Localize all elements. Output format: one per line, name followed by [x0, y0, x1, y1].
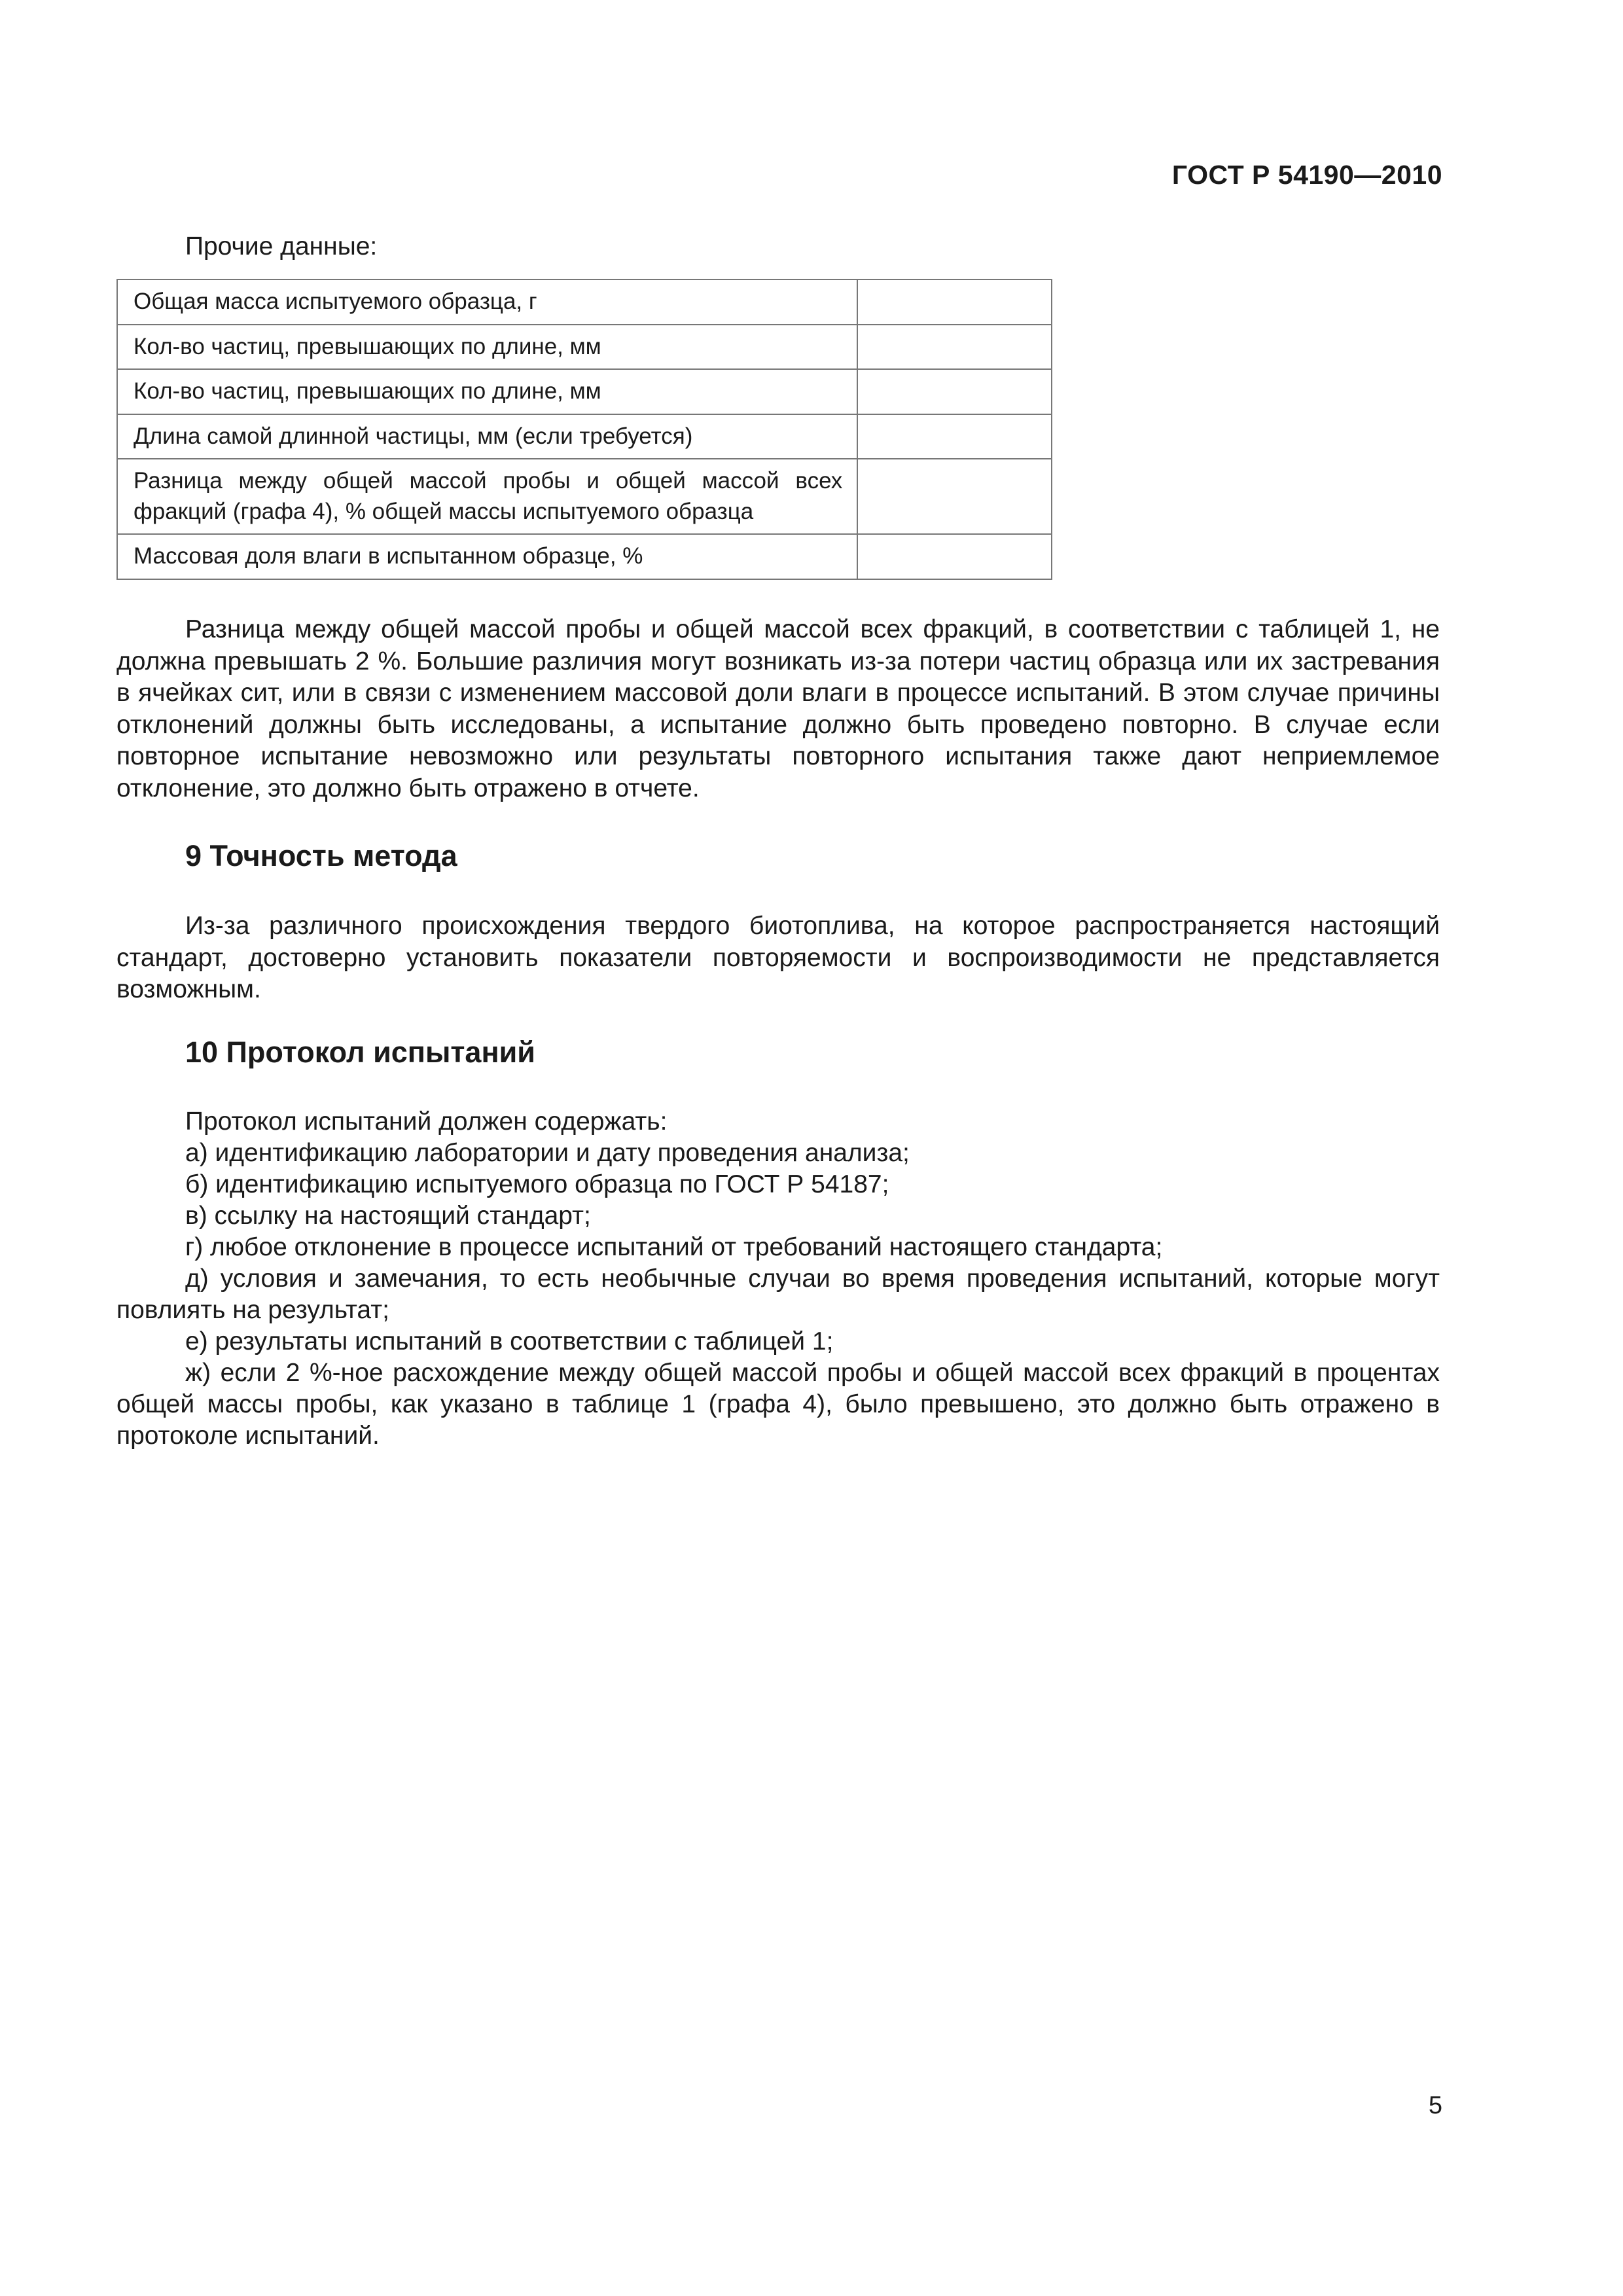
difference-paragraph: Разница между общей массой пробы и общей массой всех фракций, в соответствии с таблицей 1, не должна превышать 2 %. Большие различия могут возникать из-за потери частиц образца или их застревания в ячейках сит, или в связи с изменением массовой доли влаги в процессе испытаний. В этом случае причины отклонений должны быть исследованы, а испытание должно быть проведено повторно. В случае если повторное испытание невозможно или результаты повторного испытания также дают неприемлемое отклонение, это должно быть отражено в отчете. [116, 615, 1440, 802]
list-item: б) идентификацию испытуемого образца по ГОСТ Р 54187; [185, 1170, 889, 1198]
row-label: Массовая доля влаги в испытанном образце, % [117, 534, 857, 579]
row-label: Кол-во частиц, превышающих по длине, мм [117, 369, 857, 414]
list-item: д) условия и замечания, то есть необычные случаи во время проведения испытаний, которые могут повлиять на результат; [116, 1265, 1440, 1324]
row-value-cell [857, 414, 1052, 459]
document-id: ГОСТ Р 54190—2010 [1171, 160, 1442, 190]
list-item: в) ссылку на настоящий стандарт; [185, 1202, 591, 1230]
section-9-heading: 9 Точность метода [185, 839, 457, 872]
protocol-list [116, 1106, 1440, 1452]
list-item: а) идентификацию лаборатории и дату проведения анализа; [185, 1139, 910, 1167]
list-item: г) любое отклонение в процессе испытаний от требований настоящего стандарта; [185, 1233, 1163, 1261]
difference-paragraph-block [116, 614, 1440, 804]
other-data-table [116, 279, 1052, 580]
row-value-cell [857, 325, 1052, 370]
row-value-cell [857, 459, 1052, 534]
row-label: Кол-во частиц, превышающих по длине, мм [117, 325, 857, 370]
row-value-cell [857, 279, 1052, 325]
row-value-cell [857, 534, 1052, 579]
table-row [117, 459, 1052, 534]
row-label: Разница между общей массой пробы и общей массой всех фракций (графа 4), % общей массы испытуемого образца [117, 459, 857, 534]
row-value-cell [857, 369, 1052, 414]
page-number: 5 [1428, 2092, 1442, 2119]
list-item: е) результаты испытаний в соответствии с таблицей 1; [185, 1327, 834, 1355]
section-10-heading: 10 Протокол испытаний [185, 1035, 535, 1069]
table-row [117, 279, 1052, 325]
list-item: ж) если 2 %-ное расхождение между общей массой пробы и общей массой всех фракций в процентах общей массы пробы, как указано в таблице 1 (графа 4), было превышено, это должно быть отражено в протоколе испытаний. [116, 1359, 1440, 1450]
section-9-paragraph: Из-за различного происхождения твердого биотоплива, на которое распространяется настоящий стандарт, достоверно установить показатели повторяемости и воспроизводимости не представляется возможным. [116, 912, 1440, 1003]
table-row [117, 369, 1052, 414]
row-label: Длина самой длинной частицы, мм (если требуется) [117, 414, 857, 459]
table-row [117, 414, 1052, 459]
section-9-body [116, 910, 1440, 1006]
other-data-label: Прочие данные: [185, 232, 378, 260]
row-label: Общая масса испытуемого образца, г [117, 279, 857, 325]
table-row [117, 325, 1052, 370]
table-row [117, 534, 1052, 579]
protocol-intro: Протокол испытаний должен содержать: [185, 1107, 668, 1136]
